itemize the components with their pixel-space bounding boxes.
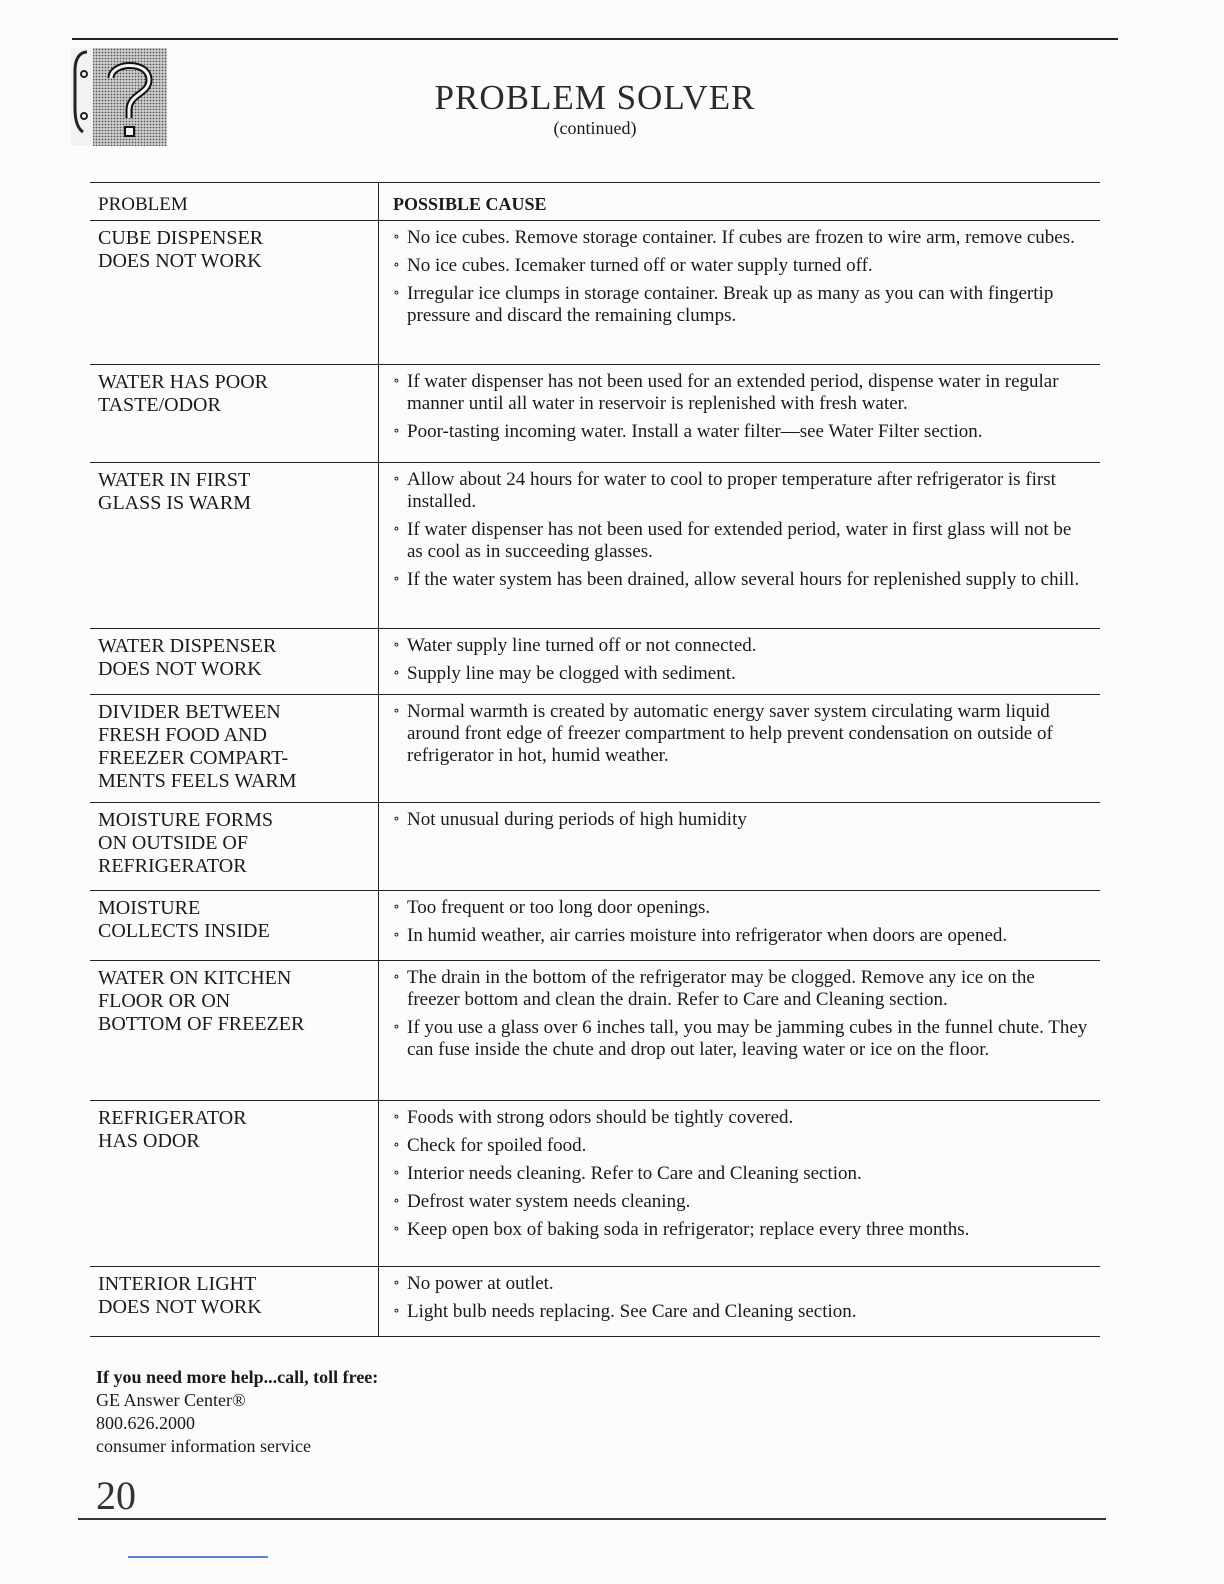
problem-cell: MOISTURE FORMS ON OUTSIDE OF REFRIGERATOR xyxy=(98,809,274,877)
cause-text: Normal warmth is created by automatic energy saver system circulating warm liquid around front edge of freezer compartment to help prevent condensation on outside of refrigerator in hot, humid weather. xyxy=(407,701,1053,766)
bullet-icon: ∘ xyxy=(393,258,400,273)
cause-item xyxy=(393,1273,1090,1295)
answer-center-name: GE Answer Center® xyxy=(96,1390,246,1410)
bullet-icon: ∘ xyxy=(393,1194,400,1209)
cause-text: No power at outlet. xyxy=(407,1273,554,1294)
bullet-icon: ∘ xyxy=(393,638,400,653)
table-row xyxy=(90,961,1100,1101)
cause-text: Allow about 24 hours for water to cool to proper temperature after refrigerator is first installed. xyxy=(407,469,1056,512)
cause-item xyxy=(393,1301,1090,1323)
problem-cell: REFRIGERATOR HAS ODOR xyxy=(98,1107,247,1152)
bullet-icon: ∘ xyxy=(393,472,400,487)
cause-cell xyxy=(378,1101,1100,1266)
cause-item xyxy=(393,371,1090,415)
cause-text: In humid weather, air carries moisture into refrigerator when doors are opened. xyxy=(407,925,1008,946)
top-rule xyxy=(72,38,1118,40)
cause-cell xyxy=(378,695,1100,802)
cause-item xyxy=(393,1107,1090,1129)
cause-text: Supply line may be clogged with sediment. xyxy=(407,663,736,684)
table-row xyxy=(90,695,1100,803)
table-row xyxy=(90,463,1100,629)
bullet-icon: ∘ xyxy=(393,812,400,827)
cause-item xyxy=(393,701,1090,767)
bullet-icon: ∘ xyxy=(393,970,400,985)
table-row xyxy=(90,1267,1100,1337)
cause-text: If you use a glass over 6 inches tall, you may be jamming cubes in the funnel chute. They can fuse inside the chute and drop out later, leaving water or ice on the floor. xyxy=(407,1017,1088,1060)
cause-item xyxy=(393,967,1090,1011)
bullet-icon: ∘ xyxy=(393,572,400,587)
cause-text: Foods with strong odors should be tightly covered. xyxy=(407,1107,794,1128)
bullet-icon: ∘ xyxy=(393,230,400,245)
bullet-icon: ∘ xyxy=(393,522,400,537)
cause-column-header: POSSIBLE CAUSE xyxy=(378,183,1100,220)
cause-item xyxy=(393,469,1090,513)
problem-cell: WATER IN FIRST GLASS IS WARM xyxy=(98,469,251,514)
cause-item xyxy=(393,925,1090,947)
cause-item xyxy=(393,1191,1090,1213)
cause-text: The drain in the bottom of the refrigerator may be clogged. Remove any ice on the freezer bottom and clean the drain. Refer to Care and Cleaning section. xyxy=(407,967,1035,1010)
bottom-rule xyxy=(78,1518,1106,1520)
cause-cell xyxy=(378,221,1100,364)
page-title: PROBLEM SOLVER xyxy=(434,78,756,117)
table-header-row xyxy=(90,183,1100,221)
cause-item xyxy=(393,255,1090,277)
cause-cell xyxy=(378,961,1100,1100)
bullet-icon: ∘ xyxy=(393,1138,400,1153)
page-subtitle: (continued) xyxy=(553,118,637,138)
cause-text: Light bulb needs replacing. See Care and Cleaning section. xyxy=(407,1301,857,1322)
cause-text: Interior needs cleaning. Refer to Care and Cleaning section. xyxy=(407,1163,862,1184)
cause-item xyxy=(393,1219,1090,1241)
problem-column-header: PROBLEM xyxy=(98,194,188,215)
cause-text: No ice cubes. Icemaker turned off or water supply turned off. xyxy=(407,255,873,276)
bullet-icon: ∘ xyxy=(393,1304,400,1319)
cause-text: Too frequent or too long door openings. xyxy=(407,897,711,918)
cause-item xyxy=(393,569,1090,591)
cause-item xyxy=(393,227,1090,249)
problem-cell: CUBE DISPENSER DOES NOT WORK xyxy=(98,227,264,272)
table-row xyxy=(90,221,1100,365)
bullet-icon: ∘ xyxy=(393,424,400,439)
service-label: consumer information service xyxy=(96,1436,311,1456)
cause-item xyxy=(393,283,1090,327)
cause-item xyxy=(393,421,1090,443)
cause-text: If water dispenser has not been used for extended period, water in first glass will not be as cool as in succeeding glasses. xyxy=(407,519,1072,562)
cause-item xyxy=(393,809,1090,831)
bullet-icon: ∘ xyxy=(393,1166,400,1181)
table-row xyxy=(90,365,1100,463)
bullet-icon: ∘ xyxy=(393,1020,400,1035)
cause-cell xyxy=(378,803,1100,890)
cause-item xyxy=(393,519,1090,563)
cause-cell xyxy=(378,629,1100,694)
table-row xyxy=(90,891,1100,961)
bullet-icon: ∘ xyxy=(393,286,400,301)
cause-text: Poor-tasting incoming water. Install a water filter—see Water Filter section. xyxy=(407,421,983,442)
bullet-icon: ∘ xyxy=(393,1222,400,1237)
cause-text: Defrost water system needs cleaning. xyxy=(407,1191,691,1212)
cause-text: If the water system has been drained, allow several hours for replenished supply to chill. xyxy=(407,569,1080,590)
bullet-icon: ∘ xyxy=(393,704,400,719)
problem-cell: MOISTURE COLLECTS INSIDE xyxy=(98,897,270,942)
cause-cell xyxy=(378,365,1100,462)
cause-item xyxy=(393,635,1090,657)
help-footer xyxy=(96,1366,378,1458)
bullet-icon: ∘ xyxy=(393,1110,400,1125)
cause-cell xyxy=(378,891,1100,960)
bullet-icon: ∘ xyxy=(393,900,400,915)
cause-cell xyxy=(378,1267,1100,1336)
table-row xyxy=(90,629,1100,695)
problem-cell: WATER HAS POOR TASTE/ODOR xyxy=(98,371,269,416)
table-row xyxy=(90,1101,1100,1267)
table-body xyxy=(90,221,1100,1337)
cause-text: Irregular ice clumps in storage container. Break up as many as you can with fingertip pressure and discard the remaining clumps. xyxy=(407,283,1054,326)
bullet-icon: ∘ xyxy=(393,1276,400,1291)
cause-item xyxy=(393,663,1090,685)
cause-cell xyxy=(378,463,1100,628)
blue-underline-mark xyxy=(128,1556,268,1558)
cause-text: Not unusual during periods of high humidity xyxy=(407,809,747,830)
cause-text: Keep open box of baking soda in refrigerator; replace every three months. xyxy=(407,1219,970,1240)
cause-item xyxy=(393,1017,1090,1061)
bullet-icon: ∘ xyxy=(393,666,400,681)
problem-cell: WATER ON KITCHEN FLOOR OR ON BOTTOM OF FREEZER xyxy=(98,967,305,1035)
help-heading: If you need more help...call, toll free: xyxy=(96,1367,379,1387)
cause-item xyxy=(393,897,1090,919)
cause-text: No ice cubes. Remove storage container. If cubes are frozen to wire arm, remove cubes. xyxy=(407,227,1075,248)
cause-text: If water dispenser has not been used for an extended period, dispense water in regular manner until all water in reservoir is replenished with fresh water. xyxy=(407,371,1059,414)
cause-item xyxy=(393,1163,1090,1185)
table-row xyxy=(90,803,1100,891)
bullet-icon: ∘ xyxy=(393,928,400,943)
problem-table xyxy=(90,182,1100,1337)
cause-item xyxy=(393,1135,1090,1157)
problem-solver-icon xyxy=(71,48,167,146)
problem-cell: WATER DISPENSER DOES NOT WORK xyxy=(98,635,277,680)
cause-text: Check for spoiled food. xyxy=(407,1135,587,1156)
problem-cell: INTERIOR LIGHT DOES NOT WORK xyxy=(98,1273,262,1318)
problem-cell: DIVIDER BETWEEN FRESH FOOD AND FREEZER COMPART- MENTS FEELS WARM xyxy=(98,701,297,792)
phone-number: 800.626.2000 xyxy=(96,1413,195,1433)
page-number: 20 xyxy=(96,1473,136,1518)
bullet-icon: ∘ xyxy=(393,374,400,389)
cause-text: Water supply line turned off or not connected. xyxy=(407,635,757,656)
